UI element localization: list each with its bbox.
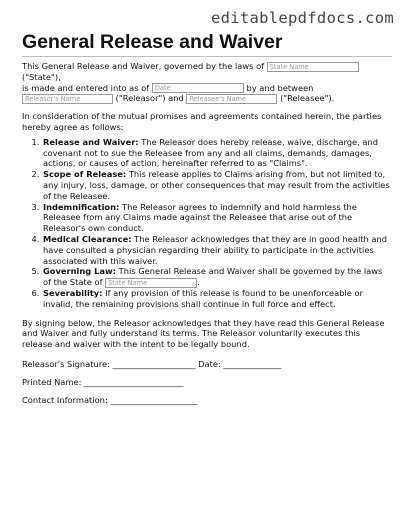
list-item: 2. Scope of Release: This release applies to Claims arising from, but not limited to, any injury, loss, damage, or other consequences that may result from the activities of the Releasee. bbox=[42, 169, 392, 201]
term-heading: Severability: bbox=[43, 287, 103, 298]
term-heading: Scope of Release: bbox=[43, 169, 127, 180]
list-item: 1. Release and Waiver: The Releasor does hereby release, waive, discharge, and covenant not to sue the Releasee from any and all claims, demands, damages, actions, or causes of action, hereinafter referred to as "Claims". bbox=[42, 137, 392, 169]
list-item: 5. Governing Law: This General Release and Waiver shall be governed by the laws of the State of State Name . bbox=[42, 266, 392, 288]
contact-information-line[interactable]: Contact Information: _____________________ bbox=[22, 394, 198, 405]
releasee-name-field[interactable]: Releasee's Name bbox=[186, 94, 277, 104]
printed-name-line[interactable]: Printed Name: ________________________ bbox=[22, 376, 184, 387]
consideration-paragraph: In consideration of the mutual promises and agreements contained herein, the parties hereby agree as follows: bbox=[22, 111, 382, 132]
signing-paragraph: By signing below, the Releasor acknowledges that they have read this General Release and Waiver and fully understand its terms. The Releasor voluntarily executes this release and waiver with the intent to be legally bound. bbox=[22, 317, 385, 350]
site-watermark: editablepdfdocs.com bbox=[210, 9, 394, 27]
title-divider bbox=[22, 56, 392, 57]
document-page bbox=[22, 31, 392, 405]
term-heading: Medical Clearance: bbox=[43, 233, 132, 244]
state-name-field[interactable]: State Name bbox=[267, 62, 359, 72]
list-item: 4. Medical Clearance: The Releasor acknowledges that they are in good health and have consulted a physician regarding their ability to participate in the activities associated with this waiver. bbox=[42, 234, 392, 266]
term-heading: Release and Waiver: bbox=[43, 136, 139, 147]
releasor-name-field[interactable]: Releasor's Name bbox=[22, 94, 113, 104]
governing-state-field[interactable]: State Name bbox=[105, 278, 197, 288]
date-field[interactable]: Date bbox=[152, 83, 244, 93]
intro-paragraph: This General Release and Waiver, governed by the laws of State Name ("State"), is made and entered into as of Date by and between Releasor's Name ("Releasor") and Releasee's Name ("Releasee"). bbox=[22, 61, 392, 104]
term-heading: Indemnification: bbox=[43, 201, 120, 212]
list-item: 6. Severability: If any provision of this release is found to be unenforceable or invalid, the remaining provisions shall continue in full force and effect. bbox=[42, 288, 392, 310]
signature-date-line[interactable]: Releasor's Signature: ____________________ Date: ______________ bbox=[22, 358, 282, 369]
term-heading: Governing Law: bbox=[43, 266, 116, 277]
list-item: 3. Indemnification: The Releasor agrees to indemnify and hold harmless the Releasee from any Claims made against the Releasee that arise out of the Releasor's own conduct. bbox=[42, 202, 392, 234]
document-title: General Release and Waiver bbox=[22, 31, 283, 53]
terms-list bbox=[22, 137, 392, 310]
